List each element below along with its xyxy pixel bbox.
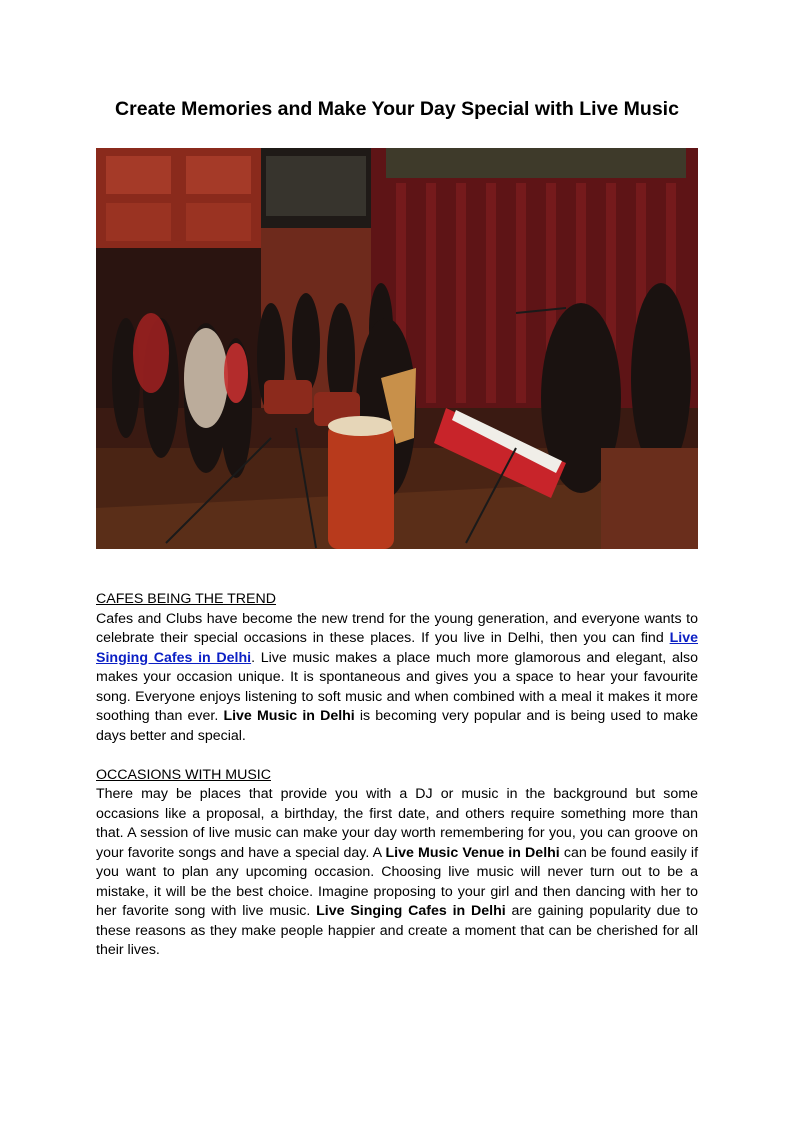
paragraph-cafes (96, 610, 698, 747)
bold-keyword: Live Music in Delhi (223, 708, 355, 724)
article-body (96, 590, 698, 980)
paragraph-occasions (96, 785, 698, 961)
section-heading-cafes: CAFES BEING THE TREND (96, 591, 277, 607)
section-heading-occasions: OCCASIONS WITH MUSIC (96, 766, 271, 783)
live-singing-cafes-link[interactable]: Live Singing Cafes in Delhi (96, 630, 698, 666)
live-music-photo (96, 148, 698, 549)
text-run: are gaining popularity due to these reasons as they make people happier and create a moment that can be cherished for all their lives. (96, 903, 698, 958)
bold-keyword: Live Singing Cafes in Delhi (316, 903, 506, 919)
text-run: There may be places that provide you with a DJ or music in the background but some occasions like a proposal, a birthday, the first date, and others require something more than that. A session of live music can make your day worth remembering for you, you can groove on your favorite songs and have a special day. A (96, 786, 698, 861)
text-run: Cafes and Clubs have become the new trend for the young generation, and everyone wants to celebrate their special occasions in these places. If you live in Delhi, then you can find (96, 610, 698, 646)
text-run: can be found easily if you want to plan any upcoming occasion. Choosing live music will never turn out to be a mistake, it will be the best choice. Imagine proposing to your girl and then dancing with her to her favorite song with live music. (96, 844, 699, 919)
bold-keyword: Live Music Venue in Delhi (385, 844, 560, 861)
page-title: Create Memories and Make Your Day Special with Live Music (115, 98, 679, 120)
text-run: . Live music makes a place much more glamorous and elegant, also makes your occasion unique. It is spontaneous and gives you a space to hear your favourite song. Everyone enjoys listening to soft music and when combined with a meal it makes it more soothing than ever. (96, 649, 698, 724)
text-run: is becoming very popular and is being used to make days better and special. (96, 708, 698, 744)
